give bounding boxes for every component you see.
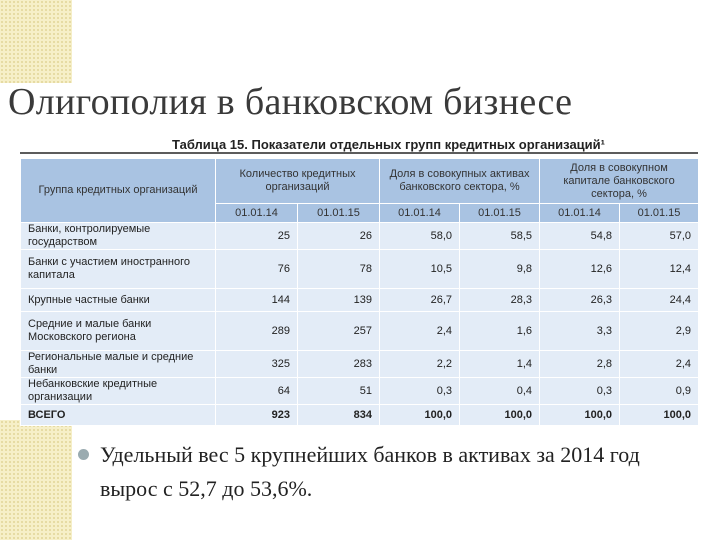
cell-value: 0,3 [540,378,620,405]
cell-value: 3,3 [540,312,620,351]
cell-value: 26 [298,223,380,250]
cell-value: 1,4 [460,351,540,378]
cell-value: 57,0 [620,223,699,250]
cell-value: 51 [298,378,380,405]
table-caption: Таблица 15. Показатели отдельных групп кредитных организаций¹ [172,137,605,152]
date-header: 01.01.14 [540,204,620,223]
table-row [21,289,699,312]
date-header: 01.01.15 [620,204,699,223]
decorative-corner-top [0,0,72,83]
row-label: Крупные частные банки [21,289,216,312]
cell-value: 54,8 [540,223,620,250]
row-label: Банки с участием иностранного капитала [21,250,216,289]
cell-value: 25 [216,223,298,250]
decorative-corner-bottom [0,420,72,540]
date-header: 01.01.15 [460,204,540,223]
slide-title: Олигополия в банковском бизнесе [8,81,573,123]
table-row [21,250,699,289]
cell-value: 64 [216,378,298,405]
total-value: 100,0 [540,405,620,426]
row-label: Небанковские кредитные организации [21,378,216,405]
cell-value: 58,5 [460,223,540,250]
table-row [21,351,699,378]
cell-value: 0,4 [460,378,540,405]
cell-value: 2,8 [540,351,620,378]
table-row [21,312,699,351]
date-header: 01.01.15 [298,204,380,223]
cell-value: 78 [298,250,380,289]
header-count: Количество кредитных организаций [216,159,380,204]
cell-value: 139 [298,289,380,312]
cell-value: 2,4 [380,312,460,351]
cell-value: 2,9 [620,312,699,351]
total-row [21,405,699,426]
cell-value: 10,5 [380,250,460,289]
cell-value: 289 [216,312,298,351]
date-header: 01.01.14 [380,204,460,223]
table-row [21,378,699,405]
cell-value: 1,6 [460,312,540,351]
cell-value: 76 [216,250,298,289]
cell-value: 144 [216,289,298,312]
table-row [21,223,699,250]
cell-value: 28,3 [460,289,540,312]
bullet-text: Удельный вес 5 крупнейших банков в активах за 2014 год вырос с 52,7 до 53,6%. [100,442,640,501]
cell-value: 283 [298,351,380,378]
header-row [21,159,699,204]
cell-value: 257 [298,312,380,351]
cell-value: 12,4 [620,250,699,289]
cell-value: 325 [216,351,298,378]
header-group: Группа кредитных организаций [21,159,216,223]
header-capital: Доля в совокупном капитале банковского сектора, % [540,159,699,204]
row-label: Банки, контролируемые государством [21,223,216,250]
cell-value: 26,3 [540,289,620,312]
bank-groups-table [20,158,699,426]
cell-value: 9,8 [460,250,540,289]
row-label: Средние и малые банки Московского региона [21,312,216,351]
cell-value: 12,6 [540,250,620,289]
cell-value: 0,3 [380,378,460,405]
total-label: ВСЕГО [21,405,216,426]
cell-value: 26,7 [380,289,460,312]
cell-value: 2,2 [380,351,460,378]
total-value: 834 [298,405,380,426]
row-label: Региональные малые и средние банки [21,351,216,378]
table-top-rule [20,152,698,154]
cell-value: 58,0 [380,223,460,250]
bullet-dot-icon [78,449,89,460]
cell-value: 2,4 [620,351,699,378]
cell-value: 24,4 [620,289,699,312]
total-value: 100,0 [460,405,540,426]
cell-value: 0,9 [620,378,699,405]
header-assets: Доля в совокупных активах банковского сектора, % [380,159,540,204]
total-value: 100,0 [380,405,460,426]
total-value: 100,0 [620,405,699,426]
total-value: 923 [216,405,298,426]
date-header: 01.01.14 [216,204,298,223]
